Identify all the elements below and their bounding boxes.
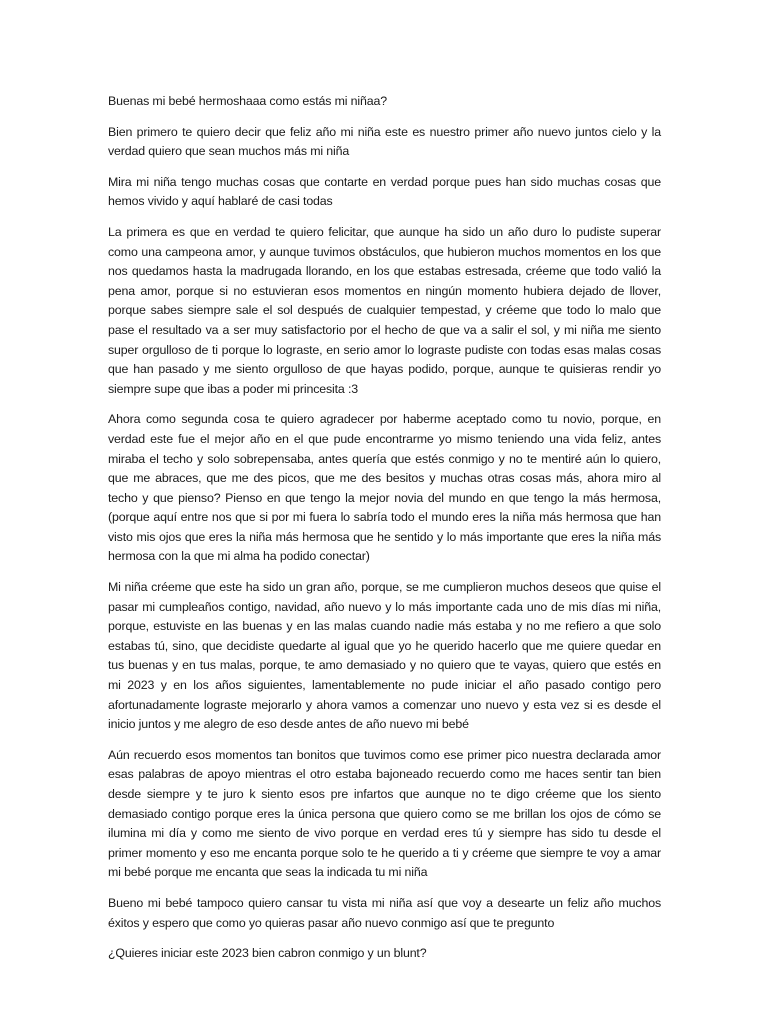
paragraph-closing: Bueno mi bebé tampoco quiero cansar tu vista mi niña así que voy a desearte un feliz año muchos éxitos y espero que como yo quieras pasar año nuevo conmigo así que te pregunto <box>108 895 661 930</box>
paragraph-gratitude: Ahora como segunda cosa te quiero agradecer por haberme aceptado como tu novio, porque, en verdad este fue el mejor año en el que pude encontrarme yo mismo teniendo una vida feliz, antes miraba el techo y solo sobrepensaba, antes quería que estés conmigo y no te mentiré aún lo quiero, que me abraces, que me des picos, que me des besitos y muchas otras cosas más, ahora miro al techo y que pienso? Pienso en que tengo la mejor novia del mundo en que tengo la más hermosa, (porque aquí entre nos que si por mi fuera lo sabría todo el mundo eres la niña más hermosa que han visto mis ojos que eres la niña más hermosa que he sentido y lo más importante que eres la niña más hermosa con la que mi alma ha podido conectar) <box>108 412 661 564</box>
paragraph-great-year: Mi niña créeme que este ha sido un gran año, porque, se me cumplieron muchos deseos que quise el pasar mi cumpleaños contigo, navidad, año nuevo y lo más importante cada uno de mis días mi niña, porque, estuviste en las buenas y en las malas cuando nadie más estaba y no me refiero a que solo estabas tú, sino, que decidiste quedarte al igual que yo he querido hacerlo que me quiere quedar en tus buenas y en tus malas, porque, te amo demasiado y no quiero que te vayas, quiero que estés en mi 2023 y en los años siguientes, lamentablemente no pude iniciar el año pasado contigo pero afortunadamente lograste mejorarlo y ahora vamos a comenzar uno nuevo y esta vez si es desde el inicio juntos y me alegro de eso desde antes de año nuevo mi bebé <box>108 580 661 732</box>
paragraph-greeting: Buenas mi bebé hermoshaaa como estás mi niñaa? <box>108 94 387 108</box>
paragraph-question: ¿Quieres iniciar este 2023 bien cabron conmigo y un blunt? <box>108 946 427 961</box>
paragraph-new-year: Bien primero te quiero decir que feliz año mi niña este es nuestro primer año nuevo juntos cielo y la verdad quiero que sean muchos más mi niña <box>108 124 661 159</box>
paragraph-intro: Mira mi niña tengo muchas cosas que contarte en verdad porque pues han sido muchas cosas que hemos vivido y aquí hablaré de casi todas <box>108 174 661 209</box>
document-body <box>108 92 661 975</box>
paragraph-memories: Aún recuerdo esos momentos tan bonitos que tuvimos como ese primer pico nuestra declarada amor esas palabras de apoyo mientras el otro estaba bajoneado recuerdo como me haces sentir tan bien desde siempre y te juro k siento esos pre infartos que aunque no te digo créeme que los siento demasiado contigo porque eres la única persona que quiero como se me brillan los ojos de cómo se ilumina mi día y como me siento de vivo porque en verdad eres tú y siempre has sido tu desde el primer momento y eso me encanta porque solo te he querido a ti y créeme que siempre te voy a amar mi bebé porque me encanta que seas la indicada tu mi niña <box>108 747 661 880</box>
paragraph-congratulations: La primera es que en verdad te quiero felicitar, que aunque ha sido un año duro lo pudiste superar como una campeona amor, y aunque tuvimos obstáculos, que hubieron muchos momentos en los que nos quedamos hasta la madrugada llorando, en los que estabas estresada, créeme que todo valió la pena amor, porque si no estuvieran esos momentos en ningún momento hubiera dejado de llover, porque sabes siempre sale el sol después de cualquier tempestad, y créeme que todo lo malo que pase el resultado va a ser muy satisfactorio por el hecho de que va a salir el sol, y mi niña me siento super orgulloso de ti porque lo lograste, en serio amor lo lograste pudiste con todas esas malas cosas que han pasado y me siento orgulloso de que hayas podido, porque, aunque te quisieras rendir yo siempre supe que ibas a poder mi princesita :3 <box>108 224 661 396</box>
